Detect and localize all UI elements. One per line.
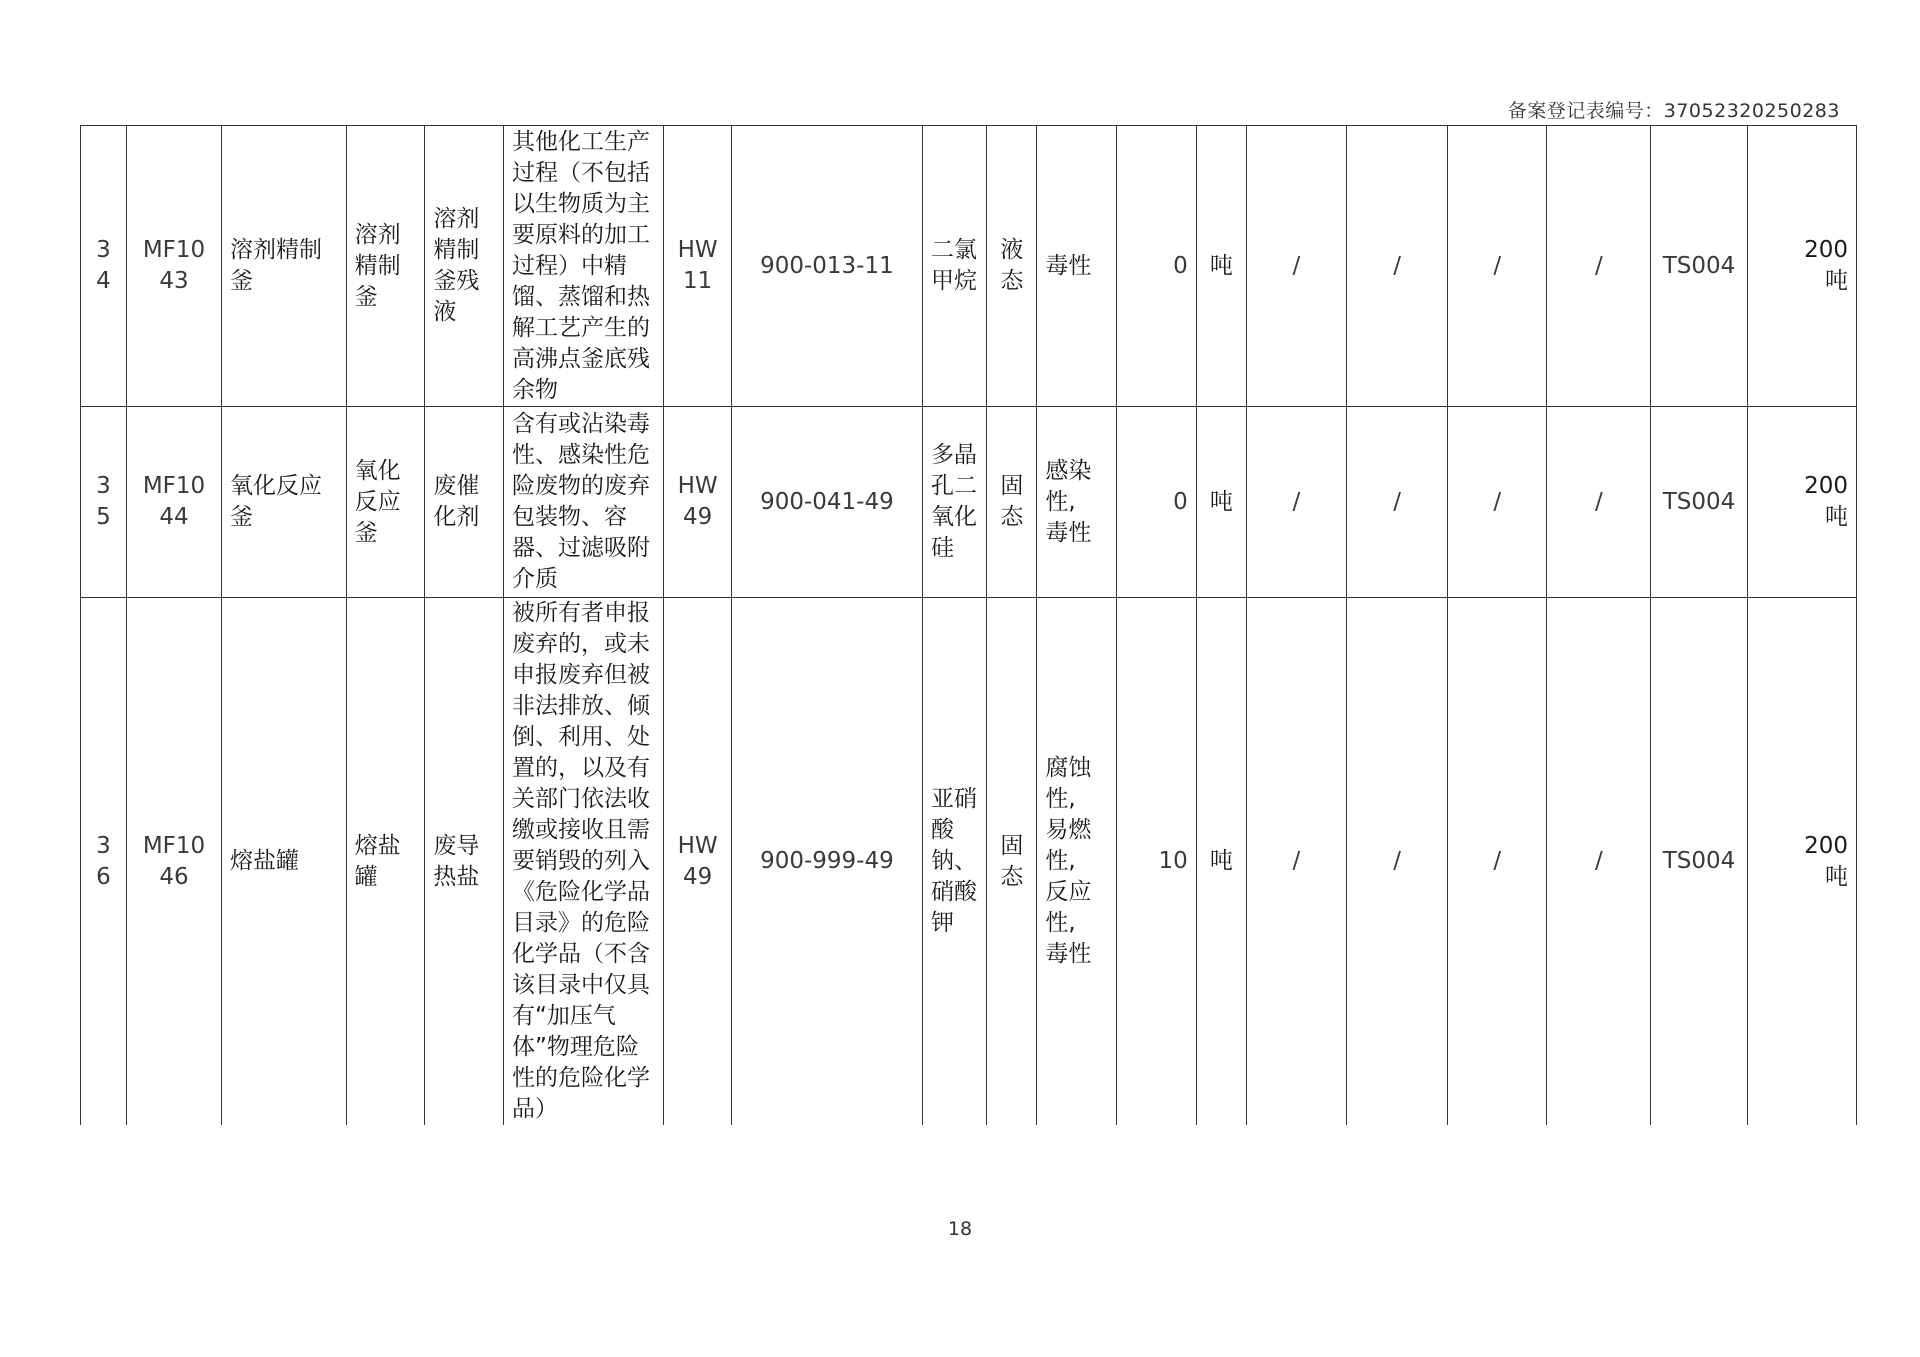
hazardous-component: 多晶 孔二 氧化 硅 (922, 407, 986, 598)
waste-description: 被所有者申报废弃的，或未申报废弃但被非法排放、倾倒、利用、处置的，以及有关部门依法收缴或接收且需要销毁的列入《危险化学品目录》的危险化学品（不含该目录中仅具有“加压气体”物理危险性的危险化学品） (504, 598, 664, 1126)
page-number: 18 (947, 1218, 973, 1240)
empty-cell: / (1346, 407, 1447, 598)
hazardous-component: 二氯 甲烷 (922, 126, 986, 407)
waste-category: HW 11 (664, 126, 731, 407)
storage-capacity: 200 吨 (1747, 407, 1856, 598)
row-number: 36 (81, 598, 127, 1126)
quantity: 10 (1117, 598, 1197, 1126)
waste-code: 900-013-11 (731, 126, 922, 407)
facility-id: MF10 43 (126, 126, 221, 407)
table-row (81, 407, 1857, 598)
hazardous-waste-table (80, 125, 1857, 1125)
registration-number: 备案登记表编号：37052320250283 (1507, 100, 1840, 122)
physical-form: 固 态 (987, 598, 1037, 1126)
hazard-property: 感染 性, 毒性 (1037, 407, 1117, 598)
waste-description: 其他化工生产过程（不包括以生物质为主要原料的加工过程）中精馏、蒸馏和热解工艺产生的高沸点釜底残余物 (504, 126, 664, 407)
empty-cell: / (1246, 126, 1346, 407)
waste-name: 废催 化剂 (425, 407, 504, 598)
facility-id: MF10 44 (126, 407, 221, 598)
empty-cell: / (1346, 598, 1447, 1126)
table-row (81, 598, 1857, 1126)
unit: 吨 (1196, 598, 1246, 1126)
waste-name: 溶剂 精制 釜残 液 (425, 126, 504, 407)
empty-cell: / (1246, 598, 1346, 1126)
waste-code: 900-999-49 (731, 598, 922, 1126)
physical-form: 固 态 (987, 407, 1037, 598)
storage-facility-code: TS004 (1651, 598, 1747, 1126)
empty-cell: / (1346, 126, 1447, 407)
unit: 吨 (1196, 407, 1246, 598)
waste-code: 900-041-49 (731, 407, 922, 598)
waste-name: 废导 热盐 (425, 598, 504, 1126)
quantity: 0 (1117, 126, 1197, 407)
equipment-name: 熔盐 罐 (346, 598, 425, 1126)
waste-category: HW 49 (664, 598, 731, 1126)
hazard-property: 腐蚀 性, 易燃 性, 反应 性, 毒性 (1037, 598, 1117, 1126)
row-number: 35 (81, 407, 127, 598)
storage-capacity: 200 吨 (1747, 598, 1856, 1126)
empty-cell: / (1246, 407, 1346, 598)
empty-cell: / (1448, 407, 1547, 598)
table-row (81, 126, 1857, 407)
storage-facility-code: TS004 (1651, 407, 1747, 598)
hazard-property: 毒性 (1037, 126, 1117, 407)
empty-cell: / (1547, 407, 1651, 598)
quantity: 0 (1117, 407, 1197, 598)
storage-capacity: 200 吨 (1747, 126, 1856, 407)
empty-cell: / (1547, 126, 1651, 407)
facility-name: 熔盐罐 (222, 598, 347, 1126)
empty-cell: / (1547, 598, 1651, 1126)
hazardous-component: 亚硝 酸 钠、 硝酸 钾 (922, 598, 986, 1126)
waste-description: 含有或沾染毒性、感染性危险废物的废弃包装物、容器、过滤吸附介质 (504, 407, 664, 598)
facility-id: MF10 46 (126, 598, 221, 1126)
row-number: 34 (81, 126, 127, 407)
waste-category: HW 49 (664, 407, 731, 598)
storage-facility-code: TS004 (1651, 126, 1747, 407)
facility-name: 氧化反应釜 (222, 407, 347, 598)
facility-name: 溶剂精制釜 (222, 126, 347, 407)
unit: 吨 (1196, 126, 1246, 407)
physical-form: 液 态 (987, 126, 1037, 407)
empty-cell: / (1448, 126, 1547, 407)
empty-cell: / (1448, 598, 1547, 1126)
equipment-name: 氧化 反应 釜 (346, 407, 425, 598)
equipment-name: 溶剂 精制 釜 (346, 126, 425, 407)
